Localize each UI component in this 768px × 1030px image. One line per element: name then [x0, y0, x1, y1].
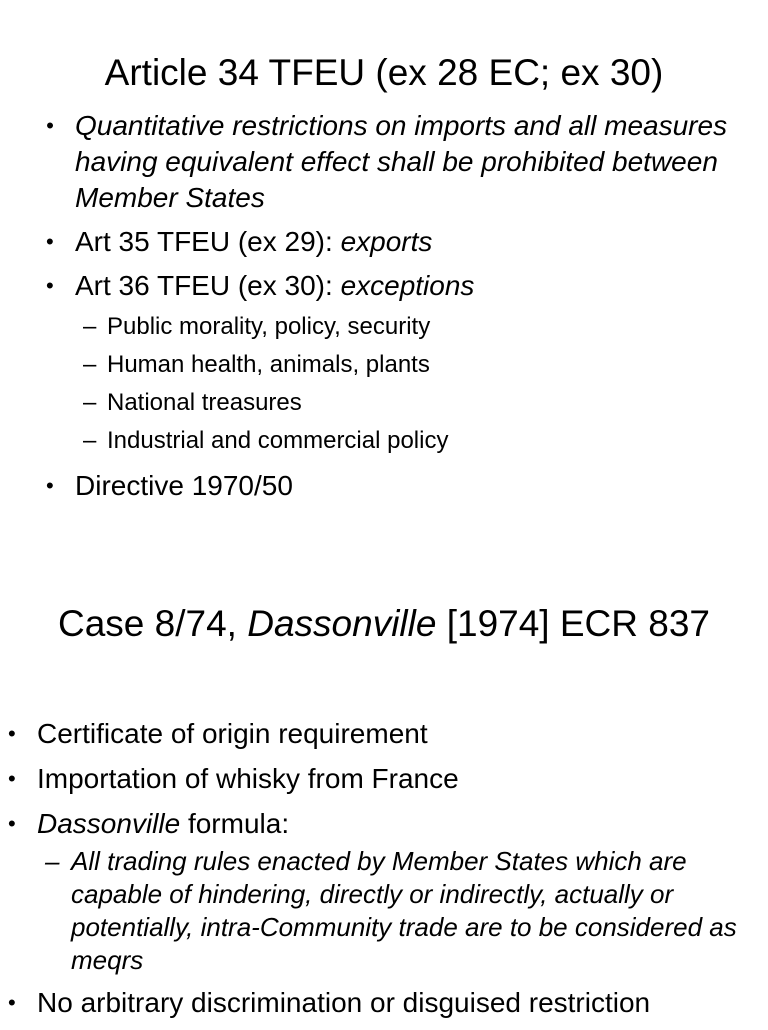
exceptions-list: [107, 308, 745, 460]
exception-item: – Public morality, policy, security: [107, 308, 745, 346]
exceptions-container: [75, 308, 745, 460]
slide-dassonville: [0, 540, 768, 1024]
bullet-quantitative-restrictions: • Quantitative restrictions on imports and all measures having equivalent effect shall be prohibited between Member States: [75, 108, 745, 216]
slide-title: Article 34 TFEU (ex 28 EC; ex 30): [104, 52, 664, 93]
bullet-directive: • Directive 1970/50: [75, 468, 745, 504]
formula-container: [37, 845, 757, 977]
bullet-formula: [37, 806, 757, 842]
slide-title: [0, 603, 768, 645]
bullet-list: [75, 108, 745, 512]
bullet-emphasis: exports: [340, 226, 433, 257]
title-text: Case 8/74,: [58, 603, 248, 644]
bullet-text: Art 36 TFEU (ex 30):: [75, 270, 341, 301]
bullet-no-arbitrary-discrimination: • No arbitrary discrimination or disguised restriction: [37, 985, 757, 1021]
bullet-emphasis: Dassonville: [37, 808, 181, 839]
bullet-text: Art 35 TFEU (ex 29):: [75, 226, 341, 257]
bullet-art-35: [75, 224, 745, 260]
bullet-art-36: [75, 268, 745, 304]
bullet-certificate: • Certificate of origin requirement: [37, 716, 757, 752]
bullet-list: [37, 716, 757, 1030]
title-emphasis: Dassonville: [247, 603, 437, 644]
formula-text: – All trading rules enacted by Member States which are capable of hindering, directly or indirectly, actually or potentially, intra-Community trade are to be considered as meqrs: [71, 845, 757, 977]
bullet-emphasis: exceptions: [340, 270, 475, 301]
exception-item: – Industrial and commercial policy: [107, 422, 745, 460]
exception-item: – Human health, animals, plants: [107, 346, 745, 384]
bullet-whisky: • Importation of whisky from France: [37, 761, 757, 797]
title-text: [1974] ECR 837: [436, 603, 710, 644]
exception-item: – National treasures: [107, 384, 745, 422]
formula-list: [71, 845, 757, 977]
bullet-text: formula:: [180, 808, 290, 839]
